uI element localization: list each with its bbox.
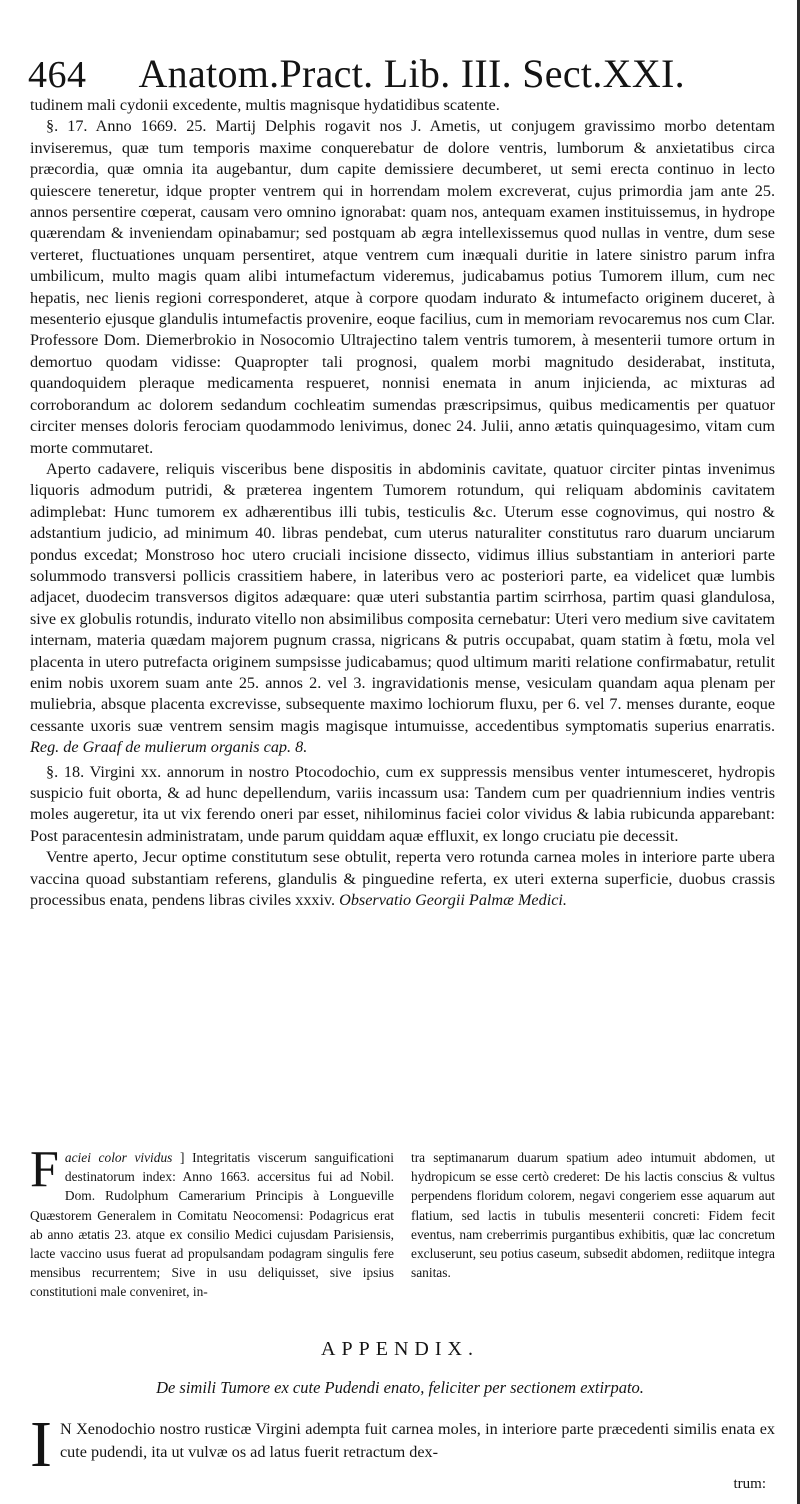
catchword: trum:: [733, 1476, 766, 1492]
footnote-left-column: [30, 1141, 394, 1302]
appendix-body: [30, 1408, 775, 1481]
appendix-drop-cap: I: [30, 1408, 52, 1481]
running-title: Anatom.Pract. Lib. III. Sect.XXI.: [138, 51, 685, 96]
appendix-text: N Xenodochio nostro rusticæ Virgini adempta fuit carnea moles, in interiore parte præcedenti similis enata ex cute pudendi, ita ut vulvæ os ad latus fuerit retractum dex-: [59, 1420, 775, 1461]
running-header: [28, 50, 688, 100]
observation-18-autopsy: [30, 847, 775, 911]
footnote-right-text: tra septimanarum duarum spatium adeo intumuit abdomen, ut hydropicum se esse certò crederet: De his lactis conscius & vultus perpendens floridum colorem, negavi congeriem esse aquarum aut flatium, sed lactis in tubulis mesenterii concreti: Fidem fecit eventus, nam creberrimis purgantibus exhibitis, quæ lac concretum excluserunt, seu potius caseum, subsedit abdomen, rediitque integra sanitas.: [411, 1150, 775, 1281]
footnote-left-text: ] Integritatis viscerum sanguificationi destinatorum index: Anno 1663. accersitus fui ad Nobil. Dom. Rudolphum Camerarium Principis à Longueville Quæstorem Generalem in Comitatu Neocomensi: Podagricus erat ab anno ætatis 23. atque ex consilio Medici cujusdam Parisiensis, lacte vaccino usus fuerat ad propulsandam podagram singulis fere mensibus recurrentem; Sive in usu deliquisset, sive ipsius constitutioni male conveniret, in-: [30, 1150, 394, 1300]
footnote-right-column: [411, 1148, 775, 1302]
main-text: [30, 95, 775, 911]
appendix-subtitle: De simili Tumore ex cute Pudendi enato, feliciter per sectionem extirpato.: [156, 1378, 644, 1397]
observation-18: §. 18. Virgini xx. annorum in nostro Ptocodochio, cum ex suppressis mensibus venter intumesceret, hydropis suspicio fuit oborta, & ad hunc depellendum, variis incassum usa: Tandem cum per quadriennium indies ventris moles augeretur, ita ut vix ferendo oneri par esset, nihilominus faciei color vividus & labia rubicunda apparebant: Post paracentesin administratam, unde parum quiddam aquæ effluxit, ex longo cruciatu pie decessit.: [30, 762, 775, 845]
observation-17: §. 17. Anno 1669. 25. Martij Delphis rogavit nos J. Ametis, ut conjugem gravissimo morbo detentam inviseremus, quæ tum temporis maxime conquerebatur de dolore ventris, lumborum & anxietatibus circa præcordia, quæ omnia ita augebantur, dum capite demissiere decumberet, ut semi erecta continuo in lecto quiescere teneretur, idque propter ventrem qui in horrendam molem excreverat, cujus primordia jam ante 25. annos persentire cœperat, causam vero omnino ignorabat: quam nos, antequam examen instituissemus, in hydrope quærendam & inveniendam opinabamur; sed postquam ab ægra intellexissemus quod nullas in ventre, dum sese verteret, fluctuationes unquam persentiret, atque ventrem cum inæquali duritie in latere sinistro parum infra umbilicum, multo magis quam alibi intumefactum videremus, judicabamus potius Tumorem illum, cum nec hepatis, nec lienis regioni corresponderet, atque à corpore quodam indurato & intumefacto originem duceret, à mesenterio ejusque glandulis intumefactis provenire, eoque facilius, cum in memoriam revocaremus nos cum Clar. Professore Dom. Diemerbrokio in Nosocomio Ultrajectino talem ventris tumorem, à mesenterii tumore ortum in demortuo quodam vidisse: Quapropter tali prognosi, qualem morbi magnitudo desiderabat, instituta, quandoquidem pleraque medicamenta respueret, nonnisi enemata in anum injicienda, ac mixturas ad corroborandum ac dolorem sedandum cochleatim sumendas præscripsimus, quibus medicamentis per quatuor circiter menses doloris ferociam quodammodo lenivimus, donec 24. Julii, anno ætatis quinquagesimo, vitam cum morte commutaret.: [30, 117, 775, 457]
autopsy-text: Ventre aperto, Jecur optime constitutum sese obtulit, reperta vero rotunda carnea moles in interiore parte ubera vaccina quoad substantiam referens, glandulis & pinguedine referta, ex uteri externa superficie, duobus crassis processibus enata, pendens libras civiles xxxiv.: [30, 848, 775, 910]
autopsy-text: Aperto cadavere, reliquis visceribus bene dispositis in abdominis cavitate, quatuor circiter pintas invenimus liquoris admodum putridi, & præterea ingentem Tumorem rotundum, qui reliquam abdominis cavitatem adimplebat: Hunc tumorem ex adhærentibus illi tubis, testiculis &c. Uterum esse cognovimus, qui nostro & adstantium judicio, ad minimum 40. libras pendebat, cum uterus naturaliter constitutus raro duarum unciarum pondus excedat; Monstroso hoc utero cruciali incisione dissecto, vidimus illius substantiam in anteriori parte solummodo transversi pollicis crassitiem habere, in lateribus vero ac posteriori parte, ea videlicet quæ lumbis adjacet, duodecim transversos digitos adæquare: quæ uteri substantia partim scirrhosa, partim quasi glandulosa, sive ex globulis rotundis, indurato vitello non absimilibus composita cernebatur: Uteri vero medium sive cavitatem internam, materia quædam majorem pugnum crassa, nigricans & putris occupabat, quam statim à fœtu, mola vel placenta in utero putrefacta originem sumpsisse judicabamus; quod ultimum mariti relatione confirmabatur, retulit enim nobis uxorem suam ante 25. annos 2. vel 3. ingravidationis mense, vesiculam quandam aqua plenam per muliebria, absque placenta excrevisse, subsequente maximo lochiorum fluxu, per 6. vel 7. menses durante, eoque cessante uxoris suæ ventrem sensim magis magisque intumuisse, accedentibus symptomatis superius enarratis.: [30, 459, 775, 735]
observation-17-continuation: tudinem mali cydonii excedente, multis magnisque hydatidibus scatente.: [30, 96, 500, 114]
observation-17-autopsy: [30, 459, 775, 759]
observation-18-reference: Observatio Georgii Palmæ Medici.: [339, 891, 567, 910]
footnote-drop-cap: F: [30, 1141, 59, 1198]
page-number: 464: [28, 54, 87, 96]
observation-17-reference: Reg. de Graaf de mulierum organis cap. 8.: [30, 738, 308, 757]
footnote-lemma: aciei color vividus: [64, 1150, 173, 1165]
footnote: [30, 1141, 775, 1302]
appendix-heading: APPENDIX.: [321, 1338, 479, 1360]
